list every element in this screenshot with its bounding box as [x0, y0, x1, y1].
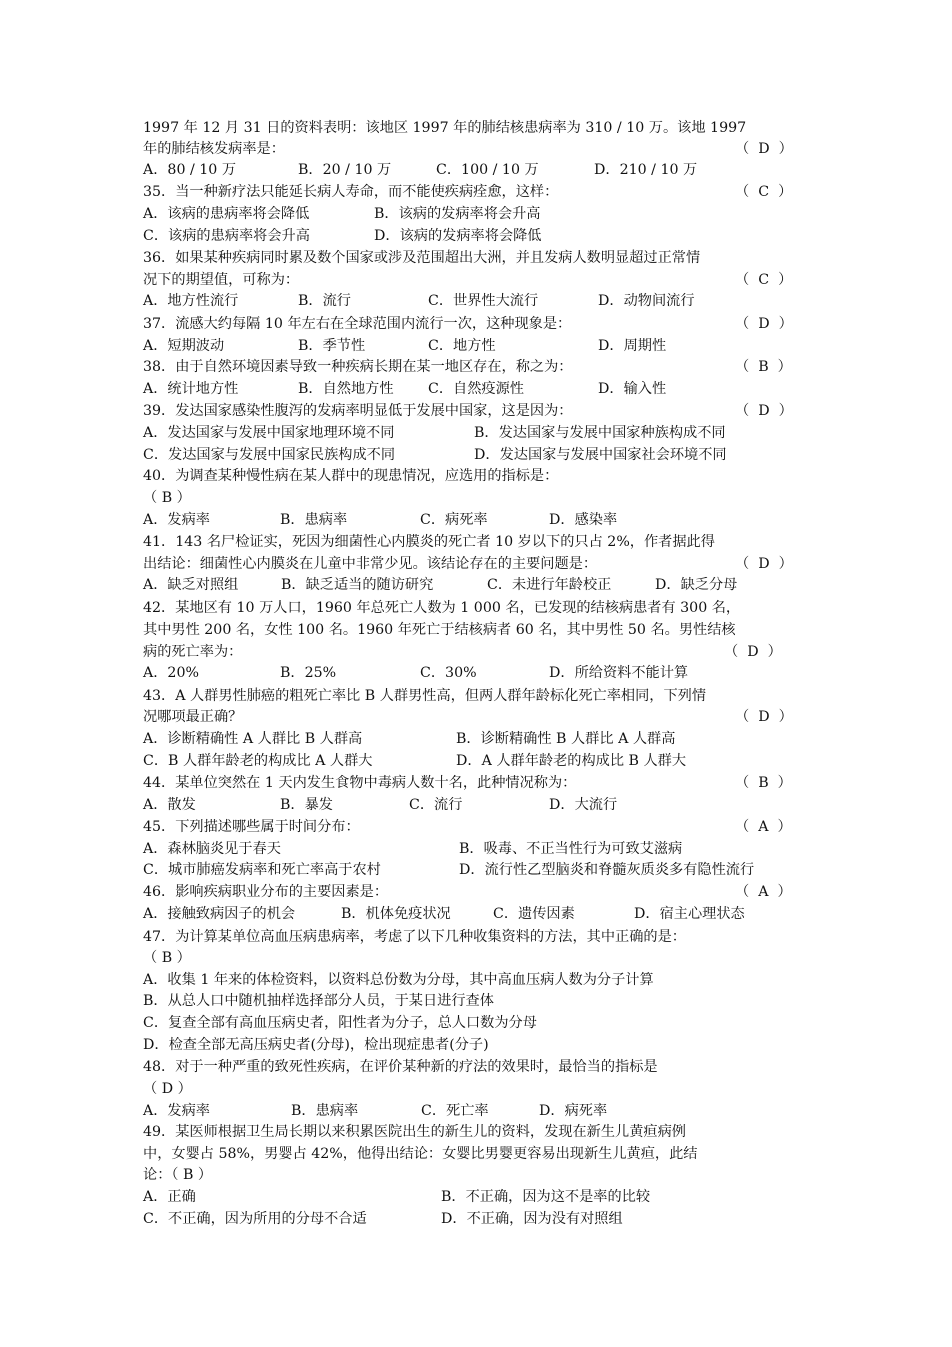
- options-row: [143, 1101, 809, 1122]
- question-text: [143, 1122, 809, 1143]
- line-text: 41．143 名尸检证实，死因为细菌性心内膜炎的死亡者 10 岁以下的只占 2%，作者据此得: [143, 534, 715, 550]
- options-row: [143, 1209, 809, 1230]
- answer-key: （ D ）: [724, 644, 782, 660]
- text-line: [143, 1035, 809, 1056]
- answer-option: B．机体免疫状况: [341, 906, 451, 922]
- answer-key: （ C ）: [735, 272, 793, 288]
- line-text: 年的肺结核发病率是：: [143, 141, 285, 157]
- line-text: 病的死亡率为：: [143, 644, 243, 660]
- line-text: （ B ）: [143, 950, 191, 966]
- answer-option: A．80 / 10 万: [143, 162, 237, 178]
- question-text: [143, 927, 809, 948]
- answer-option: A．统计地方性: [143, 381, 239, 397]
- answer-key: （ A ）: [735, 819, 792, 835]
- options-row: [143, 510, 809, 531]
- text-line: [143, 970, 809, 991]
- text-line: [143, 948, 809, 969]
- answer-option: A．发病率: [143, 512, 210, 528]
- answer-option: A．诊断精确性 A 人群比 B 人群高: [143, 731, 363, 747]
- answer-option: C．世界性大流行: [428, 293, 539, 309]
- answer-option: B．发达国家与发展中国家种族构成不同: [474, 425, 726, 441]
- text-line: [143, 1144, 809, 1165]
- options-row: [143, 204, 809, 225]
- line-text: 46．影响疾病职业分布的主要因素是：: [143, 884, 389, 900]
- answer-option: D．流行性乙型脑炎和脊髓灰质炎多有隐性流行: [459, 862, 755, 878]
- line-text: 43．A 人群男性肺癌的粗死亡率比 B 人群男性高，但两人群年龄标化死亡率相同，下列情: [143, 688, 707, 704]
- answer-key: （ D ）: [735, 709, 793, 725]
- answer-option: B．缺乏适当的随访研究: [281, 577, 434, 593]
- answer-option: A．森林脑炎见于春天: [143, 841, 281, 857]
- answer-option: C．未进行年龄校正: [487, 577, 612, 593]
- answer-option: D．所给资料不能计算: [549, 665, 689, 681]
- answer-option: A．该病的患病率将会降低: [143, 206, 310, 222]
- answer-option: C．发达国家与发展中国家民族构成不同: [143, 447, 396, 463]
- text-line: [143, 139, 809, 160]
- text-line: [143, 554, 809, 575]
- line-text: 40．为调查某种慢性病在某人群中的现患情况，应选用的指标是：: [143, 468, 559, 484]
- question-text: [143, 686, 809, 707]
- options-row: [143, 423, 809, 444]
- answer-option: A．20%: [143, 665, 199, 681]
- answer-key: （ B ）: [735, 359, 792, 375]
- line-text: 44．某单位突然在 1 天内发生食物中毒病人数十名，此种情况称为：: [143, 775, 577, 791]
- answer-option: B．自然地方性: [298, 381, 394, 397]
- answer-option: D．周期性: [598, 338, 667, 354]
- options-row: [143, 445, 809, 466]
- answer-option: D．发达国家与发展中国家社会环境不同: [474, 447, 727, 463]
- answer-option: C．100 / 10 万: [436, 162, 539, 178]
- options-row: [143, 160, 809, 181]
- answer-option: D．A 人群年龄老的构成比 B 人群大: [456, 753, 687, 769]
- options-row: [143, 839, 809, 860]
- answer-option: A．散发: [143, 797, 196, 813]
- answer-option: D．动物间流行: [598, 293, 695, 309]
- answer-option: C．不正确，因为所用的分母不合适: [143, 1211, 367, 1227]
- line-text: D．检查全部无高压病史者(分母)，检出现症患者(分子): [143, 1037, 489, 1053]
- answer-option: A．接触致病因子的机会: [143, 906, 296, 922]
- answer-option: B．暴发: [280, 797, 333, 813]
- line-text: 1997 年 12 月 31 日的资料表明：该地区 1997 年的肺结核患病率为 310 / 10 万。该地 1997: [143, 120, 747, 136]
- answer-option: D．病死率: [539, 1103, 608, 1119]
- options-row: [143, 795, 809, 816]
- text-line: [143, 1165, 809, 1186]
- answer-key: （ D ）: [735, 403, 793, 419]
- line-text: 45．下列描述哪些属于时间分布：: [143, 819, 360, 835]
- line-text: 35．当一种新疗法只能延长病人寿命，而不能使疾病痊愈，这样：: [143, 184, 559, 200]
- question-text: [143, 401, 809, 422]
- answer-key: （ B ）: [735, 775, 792, 791]
- text-line: [143, 488, 809, 509]
- options-row: [143, 336, 809, 357]
- question-text: [143, 882, 809, 903]
- line-text: 48．对于一种严重的致死性疾病，在评价某种新的疗法的效果时，最恰当的指标是: [143, 1059, 658, 1075]
- line-text: 37．流感大约每隔 10 年左右在全球范围内流行一次，这种现象是：: [143, 316, 572, 332]
- options-row: [143, 751, 809, 772]
- answer-option: B．20 / 10 万: [298, 162, 392, 178]
- options-row: [143, 379, 809, 400]
- options-row: [143, 575, 809, 596]
- question-text: [143, 314, 809, 335]
- answer-option: A．发达国家与发展中国家地理环境不同: [143, 425, 395, 441]
- text-line: [143, 1079, 809, 1100]
- options-row: [143, 663, 809, 684]
- answer-option: D．210 / 10 万: [594, 162, 698, 178]
- answer-option: C．城市肺癌发病率和死亡率高于农村: [143, 862, 381, 878]
- answer-option: B．患病率: [280, 512, 348, 528]
- answer-option: A．地方性流行: [143, 293, 239, 309]
- answer-option: B．诊断精确性 B 人群比 A 人群高: [456, 731, 676, 747]
- answer-option: B．不正确，因为这不是率的比较: [441, 1189, 651, 1205]
- question-text: [143, 817, 809, 838]
- answer-option: C．B 人群年龄老的构成比 A 人群大: [143, 753, 373, 769]
- answer-option: D．不正确，因为没有对照组: [441, 1211, 623, 1227]
- answer-option: C．30%: [420, 665, 477, 681]
- answer-option: A．正确: [143, 1189, 196, 1205]
- answer-option: B．患病率: [291, 1103, 359, 1119]
- answer-option: C．病死率: [420, 512, 488, 528]
- question-text: [143, 598, 809, 619]
- answer-option: D．缺乏分母: [655, 577, 738, 593]
- answer-option: D．大流行: [549, 797, 618, 813]
- line-text: 中，女婴占 58%，男婴占 42%，他得出结论：女婴比男婴更容易出现新生儿黄疸，此结: [143, 1146, 698, 1162]
- line-text: 况下的期望值，可称为：: [143, 272, 300, 288]
- line-text: 36．如果某种疾病同时累及数个国家或涉及范围超出大洲，并且发病人数明显超过正常情: [143, 250, 701, 266]
- line-text: 42．某地区有 10 万人口，1960 年总死亡人数为 1 000 名，已发现的结核病患者有 300 名，: [143, 600, 741, 616]
- question-text: [143, 182, 809, 203]
- line-text: 39．发达国家感染性腹泻的发病率明显低于发展中国家，这是因为：: [143, 403, 573, 419]
- line-text: 38．由于自然环境因素导致一种疾病长期在某一地区存在，称之为：: [143, 359, 573, 375]
- text-line: [143, 991, 809, 1012]
- answer-option: D．感染率: [549, 512, 618, 528]
- line-text: （ D ）: [143, 1081, 192, 1097]
- answer-key: （ A ）: [735, 884, 792, 900]
- answer-option: B．季节性: [298, 338, 366, 354]
- options-row: [143, 860, 809, 881]
- text-line: [143, 620, 809, 641]
- answer-key: （ D ）: [735, 141, 793, 157]
- text-line: [143, 1013, 809, 1034]
- options-row: [143, 1187, 809, 1208]
- options-row: [143, 904, 809, 925]
- line-text: C．复查全部有高血压病史者，阳性者为分子，总人口数为分母: [143, 1015, 537, 1031]
- answer-key: （ D ）: [735, 556, 793, 572]
- text-line: [143, 642, 809, 663]
- question-text: [143, 773, 809, 794]
- answer-option: C．遗传因素: [493, 906, 575, 922]
- text-line: [143, 270, 809, 291]
- answer-option: D．输入性: [598, 381, 667, 397]
- answer-option: A．缺乏对照组: [143, 577, 239, 593]
- line-text: （ B ）: [143, 490, 191, 506]
- options-row: [143, 729, 809, 750]
- line-text: B．从总人口中随机抽样选择部分人员，于某日进行查体: [143, 993, 494, 1009]
- answer-key: （ D ）: [735, 316, 793, 332]
- line-text: 出结论：细菌性心内膜炎在儿童中非常少见。该结论存在的主要问题是：: [143, 556, 598, 572]
- line-text: 况哪项最正确？: [143, 709, 243, 725]
- line-text: 其中男性 200 名，女性 100 名。1960 年死亡于结核病者 60 名，其中男性 50 名。男性结核: [143, 622, 736, 638]
- text-line: [143, 118, 809, 139]
- question-text: [143, 466, 809, 487]
- line-text: 论：（ B ）: [143, 1167, 213, 1183]
- answer-option: A．短期波动: [143, 338, 225, 354]
- answer-option: C．该病的患病率将会升高: [143, 228, 310, 244]
- answer-option: B．吸毒、不正当性行为可致艾滋病: [459, 841, 683, 857]
- answer-option: C．自然疫源性: [428, 381, 524, 397]
- options-row: [143, 291, 809, 312]
- options-row: [143, 226, 809, 247]
- answer-key: （ C ）: [735, 184, 793, 200]
- answer-option: D．宿主心理状态: [634, 906, 745, 922]
- text-line: [143, 707, 809, 728]
- answer-option: A．发病率: [143, 1103, 210, 1119]
- question-text: [143, 357, 809, 378]
- answer-option: C．流行: [409, 797, 463, 813]
- question-text: [143, 1057, 809, 1078]
- answer-option: B．流行: [298, 293, 351, 309]
- question-text: [143, 532, 809, 553]
- answer-option: B．25%: [280, 665, 337, 681]
- line-text: 49．某医师根据卫生局长期以来积累医院出生的新生儿的资料，发现在新生儿黄疸病例: [143, 1124, 686, 1140]
- question-text: [143, 248, 809, 269]
- answer-option: D．该病的发病率将会降低: [374, 228, 542, 244]
- line-text: A．收集 1 年来的体检资料，以资料总份数为分母，其中高血压病人数为分子计算: [143, 972, 654, 988]
- answer-option: C．地方性: [428, 338, 496, 354]
- line-text: 47．为计算某单位高血压病患病率，考虑了以下几种收集资料的方法，其中正确的是：: [143, 929, 686, 945]
- answer-option: C．死亡率: [421, 1103, 489, 1119]
- answer-option: B．该病的发病率将会升高: [374, 206, 541, 222]
